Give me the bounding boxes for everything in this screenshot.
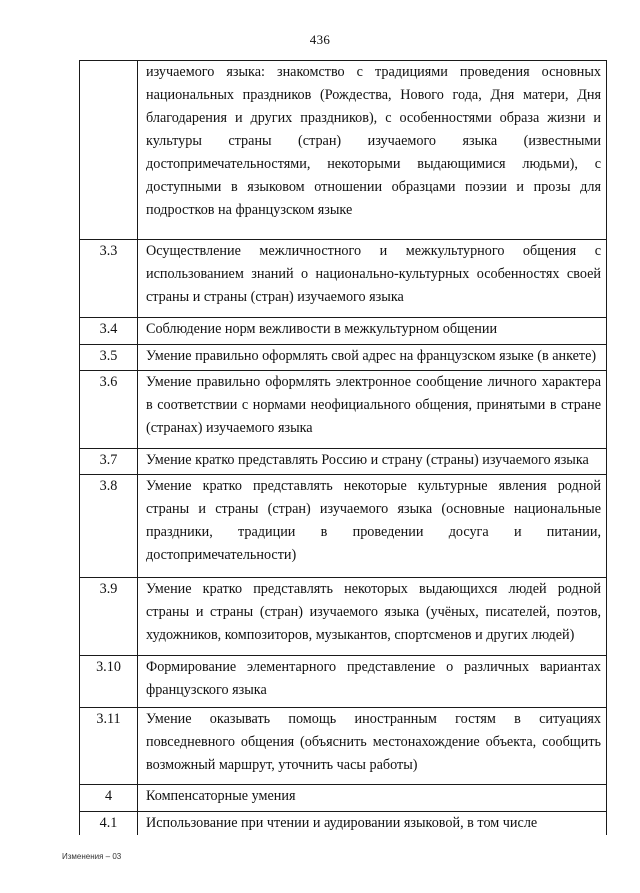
row-text: Умение кратко представлять некоторых выдающихся людей родной страны и страны (стран) изучаемого языка (учёных, писателей, поэтов, художников, композиторов, музыкантов, спортсменов и других людей) — [138, 578, 607, 656]
row-number: 3.8 — [80, 475, 138, 578]
row-number: 3.11 — [80, 707, 138, 785]
row-text: Компенсаторные умения — [138, 785, 607, 812]
row-text: Соблюдение норм вежливости в межкультурном общении — [138, 317, 607, 344]
table-row — [80, 371, 607, 449]
table-row — [80, 475, 607, 578]
table-row — [80, 785, 607, 812]
row-text: Осуществление межличностного и межкультурного общения с использованием знаний о национально-культурных особенностях своей страны и страны (стран) изучаемого языка — [138, 240, 607, 318]
row-number — [80, 61, 138, 240]
row-text: Умение оказывать помощь иностранным гостям в ситуациях повседневного общения (объяснить местонахождение объекта, сообщить возможный маршрут, уточнить часы работы) — [138, 707, 607, 785]
row-number: 3.6 — [80, 371, 138, 449]
revision-footer: Изменения – 03 — [62, 852, 122, 861]
row-number: 3.3 — [80, 240, 138, 318]
row-text: изучаемого языка: знакомство с традициями проведения основных национальных праздников (Рождества, Нового года, Дня матери, Дня благодарения и других праздников), с особенностями образа жизни и культуры страны (стран) изучаемого языка (известными достопримечательностями, некоторыми выдающимися людьми), с доступными в языковом отношении образцами поэзии и прозы для подростков на французском языке — [138, 61, 607, 240]
row-number: 3.10 — [80, 655, 138, 707]
page-number: 436 — [309, 32, 331, 47]
row-text: Умение кратко представлять Россию и страну (страны) изучаемого языка — [138, 448, 607, 475]
row-text: Умение правильно оформлять свой адрес на французском языке (в анкете) — [138, 344, 607, 371]
table-row — [80, 812, 607, 836]
table-row — [80, 655, 607, 707]
table-row — [80, 448, 607, 475]
table-row — [80, 61, 607, 240]
table-row — [80, 578, 607, 656]
table-row — [80, 240, 607, 318]
row-text: Формирование элементарного представление о различных вариантах французского языка — [138, 655, 607, 707]
content-table — [79, 60, 607, 835]
table-row — [80, 317, 607, 344]
row-text: Умение правильно оформлять электронное сообщение личного характера в соответствии с нормами неофициального общения, принятыми в стране (странах) изучаемого языка — [138, 371, 607, 449]
row-number: 3.4 — [80, 317, 138, 344]
row-text: Использование при чтении и аудировании языковой, в том числе — [138, 812, 607, 836]
row-number: 3.9 — [80, 578, 138, 656]
row-number: 4.1 — [80, 812, 138, 836]
row-number: 4 — [80, 785, 138, 812]
row-number: 3.7 — [80, 448, 138, 475]
table-row — [80, 344, 607, 371]
table-row — [80, 707, 607, 785]
row-number: 3.5 — [80, 344, 138, 371]
row-text: Умение кратко представлять некоторые культурные явления родной страны и страны (стран) изучаемого языка (основные национальные праздники, традиции в проведении досуга и питании, достопримечательности) — [138, 475, 607, 578]
